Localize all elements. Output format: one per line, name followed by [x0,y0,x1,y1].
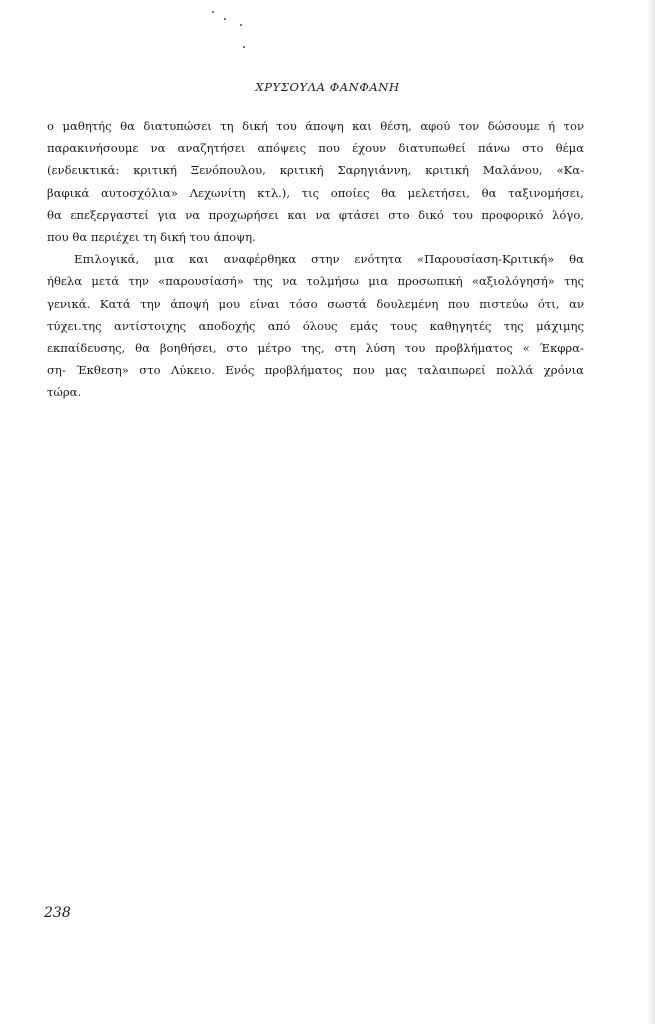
scan-speck [243,46,245,48]
text-line: γενικά. Κατά την άποψή μου είναι τόσο σωστά δουλεμένη που πιστεύω ότι, αν [47,296,584,311]
text-line: (ενδεικτικά: κριτική Ξενόπουλου, κριτική Σαρηγιάννη, κριτική Μαλάνου, «Κα- [47,163,584,178]
text-line: ήθελα μετά την «παρουσίασή» της να τολμήσω μια προσωπική «αξιολόγησή» της [47,274,584,289]
page-edge-shadow [647,0,655,1024]
text-line: τύχει.της αντίστοιχης αποδοχής από όλους εμάς τους καθηγητές της μάχιμης [47,318,584,333]
text-line: που θα περιέχει τη δική του άποψη. [47,229,256,244]
scan-speck [212,11,214,13]
text-line: εκπαίδευσης, θα βοηθήσει, στο μέτρο της, στη λύση του προβλήματος « Έκφρα- [47,340,584,355]
text-line: τώρα. [47,385,82,400]
text-line: Επιλογικά, μια και αναφέρθηκα στην ενότητα «Παρουσίαση-Κριτική» θα [74,252,584,267]
text-line: παρακινήσουμε να αναζητήσει απόψεις που έχουν διατυπωθεί πάνω στο θέμα [47,141,584,156]
text-line: ση- Έκθεση» στο Λύκειο. Ενός προβλήματος που μας ταλαιπωρεί πολλά χρόνια [47,363,584,378]
scan-speck [224,18,226,20]
body-text [47,115,584,403]
text-line: ο μαθητής θα διατυπώσει τη δική του άποψη και θέση, αφού τον δώσουμε ή τον [47,119,584,133]
scan-speck [240,24,242,26]
page-number: 238 [44,905,71,921]
running-head: ΧΡΥΣΟΥΛΑ ΦΑΝΦΑΝΗ [255,80,400,94]
text-line: θα επεξεργαστεί για να προχωρήσει και να φτάσει στο δικό του προφορικό λόγο, [47,207,584,222]
text-line: βαφικά αυτοσχόλια» Λεχωνίτη κτλ.), τις οποίες θα μελετήσει, θα ταξινομήσει, [47,185,584,200]
